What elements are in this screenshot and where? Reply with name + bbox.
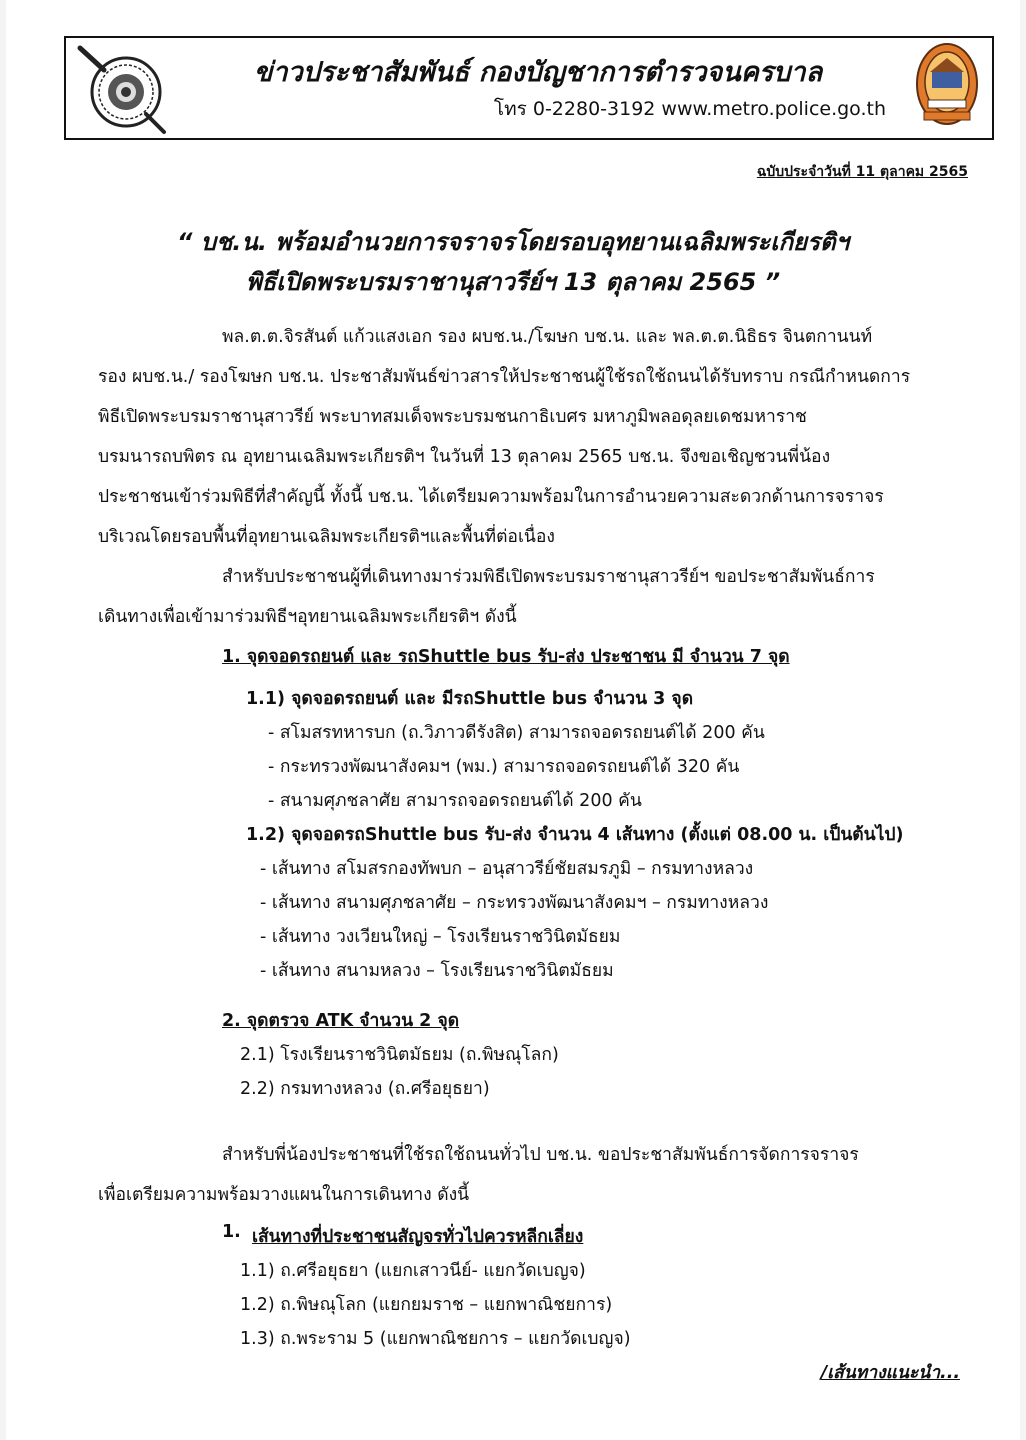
list-item: 1.3) ถ.พระราม 5 (แยกพาณิชยการ – แยกวัดเบญจ) [240,1329,631,1349]
list-item: 2.2) กรมทางหลวง (ถ.ศรีอยุธยา) [240,1079,490,1099]
headline-line-1: “ บช.น. พร้อมอำนวยการจราจรโดยรอบอุทยานเฉลิมพระเกียรติฯ [176,228,850,256]
continued-note: /เส้นทางแนะนำ... [820,1363,960,1383]
paragraph-line: เดินทางเพื่อเข้ามาร่วมพิธีฯอุทยานเฉลิมพระเกียรติฯ ดังนี้ [98,607,517,627]
paragraph-line: เพื่อเตรียมความพร้อมวางแผนในการเดินทาง ดังนี้ [98,1185,470,1205]
paragraph-line: พิธีเปิดพระบรมราชานุสาวรีย์ พระบาทสมเด็จพระบรมชนกาธิเบศร มหาภูมิพลอดุลยเดชมหาราช [98,407,807,427]
section-number: 1. [222,1222,241,1242]
section-heading: 1. จุดจอดรถยนต์ และ รถShuttle bus รับ-ส่ง ประชาชน มี จำนวน 7 จุด [222,647,790,667]
letterhead-contact: โทร 0-2280-3192 www.metro.police.go.th [493,98,886,120]
document-page [6,0,1020,1440]
letterhead-title: ข่าวประชาสัมพันธ์ กองบัญชาการตำรวจนครบาล [253,57,823,88]
paragraph-line: สำหรับพี่น้องประชาชนที่ใช้รถใช้ถนนทั่วไป บช.น. ขอประชาสัมพันธ์การจัดการจราจร [222,1145,859,1165]
subsection-heading: 1.2) จุดจอดรถShuttle bus รับ-ส่ง จำนวน 4 เส้นทาง (ตั้งแต่ 08.00 น. เป็นต้นไป) [246,825,904,845]
paragraph-line: บริเวณโดยรอบพื้นที่อุทยานเฉลิมพระเกียรติฯและพื้นที่ต่อเนื่อง [98,527,555,547]
paragraph-line: บรมนารถบพิตร ณ อุทยานเฉลิมพระเกียรติฯ ในวันที่ 13 ตุลาคม 2565 บช.น. จึงขอเชิญชวนพี่น้อง [98,447,831,467]
subsection-heading: 1.1) จุดจอดรถยนต์ และ มีรถShuttle bus จำนวน 3 จุด [246,689,694,709]
list-item: - สนามศุภชลาศัย สามารถจอดรถยนต์ได้ 200 คัน [268,791,642,811]
paragraph-line: ประชาชนเข้าร่วมพิธีที่สำคัญนี้ ทั้งนี้ บช.น. ได้เตรียมความพร้อมในการอำนวยความสะดวกด้านการจราจร [98,487,884,507]
headline-line-2: พิธีเปิดพระบรมราชานุสาวรีย์ฯ 13 ตุลาคม 2565 ” [245,268,781,296]
issue-date: ฉบับประจำวันที่ 11 ตุลาคม 2565 [756,164,968,180]
list-item: - เส้นทาง สโมสรกองทัพบก – อนุสาวรีย์ชัยสมรภูมิ – กรมทางหลวง [260,859,754,879]
list-item: 1.2) ถ.พิษณุโลก (แยกยมราช – แยกพาณิชยการ) [240,1295,613,1315]
paragraph-line: รอง ผบช.น./ รองโฆษก บช.น. ประชาสัมพันธ์ข่าวสารให้ประชาชนผู้ใช้รถใช้ถนนได้รับทราบ กรณีกำหนดการ [98,367,911,387]
document-body [6,0,1020,1440]
list-item: - เส้นทาง สนามศุภชลาศัย – กระทรวงพัฒนาสังคมฯ – กรมทางหลวง [260,893,769,913]
list-item: - กระทรวงพัฒนาสังคมฯ (พม.) สามารถจอดรถยนต์ได้ 320 คัน [268,757,740,777]
list-item: - เส้นทาง วงเวียนใหญ่ – โรงเรียนราชวินิตมัธยม [260,927,621,947]
paragraph-line: พล.ต.ต.จิรสันต์ แก้วแสงเอก รอง ผบช.น./โฆษก บช.น. และ พล.ต.ต.นิธิธร จินตกานนท์ [222,327,873,347]
section-heading: 2. จุดตรวจ ATK จำนวน 2 จุด [222,1011,460,1031]
list-item: - สโมสรทหารบก (ถ.วิภาวดีรังสิต) สามารถจอดรถยนต์ได้ 200 คัน [268,723,765,743]
list-item: - เส้นทาง สนามหลวง – โรงเรียนราชวินิตมัธยม [260,961,614,981]
list-item: 1.1) ถ.ศรีอยุธยา (แยกเสาวนีย์- แยกวัดเบญจ) [240,1261,586,1281]
list-item: 2.1) โรงเรียนราชวินิตมัธยม (ถ.พิษณุโลก) [240,1045,559,1065]
paragraph-line: สำหรับประชาชนผู้ที่เดินทางมาร่วมพิธีเปิดพระบรมราชานุสาวรีย์ฯ ขอประชาสัมพันธ์การ [222,567,875,587]
section-heading: เส้นทางที่ประชาชนสัญจรทั่วไปควรหลีกเลี่ยง [252,1227,584,1247]
